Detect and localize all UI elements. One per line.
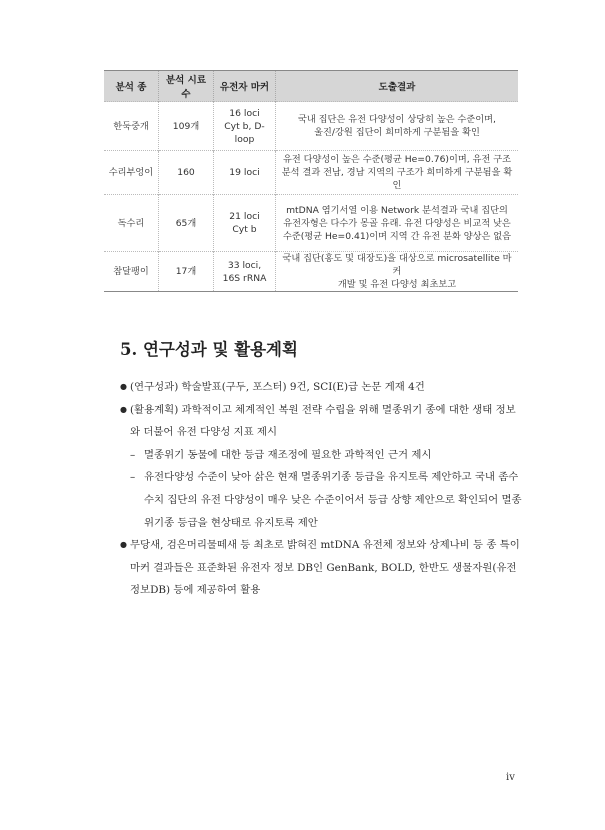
table-header-row — [104, 71, 518, 102]
marker-line: Cyt b — [232, 224, 257, 235]
cell-markers — [214, 151, 276, 195]
header-result: 도출결과 — [276, 71, 519, 102]
result-line: 분석 결과 전남, 경남 지역의 구조가 희미하게 구분됨을 확인 — [281, 167, 513, 191]
result-line: 유전 다양성이 높은 수준(평균 He=0.76)이며, 유전 구조 — [282, 154, 512, 165]
sub-bullet-text: 위기종 등급을 현상태로 유지토록 제안 — [144, 516, 318, 529]
table-row — [104, 151, 518, 195]
sub-bullet-grade-readjust — [120, 444, 520, 467]
result-line: 개발 및 유전 다양성 최초보고 — [337, 279, 457, 290]
cell-species: 한둑중개 — [104, 102, 159, 151]
cell-species: 독수리 — [104, 195, 159, 252]
bullet-dot-icon: ● — [120, 540, 127, 550]
header-species: 분석 종 — [104, 71, 159, 102]
bullet-text: 무당새, 검은머리물떼새 등 최초로 밝혀진 mtDNA 유전체 정보와 상제나비 등 종 특이 — [130, 539, 520, 552]
result-line: 유전자형은 다수가 몽골 유래. 유전 다양성은 비교적 낮은 — [283, 217, 511, 229]
table-row — [104, 195, 518, 252]
cell-result — [276, 252, 519, 292]
cell-samples: 65개 — [159, 195, 214, 252]
sub-bullet-grade-proposal — [120, 466, 520, 534]
sub-bullet-text: 유전다양성 수준이 낮아 삵은 현재 멸종위기종 등급을 유지토록 제안하고 국내 좀수 — [144, 471, 519, 484]
bullet-text: 정보DB) 등에 제공하여 활용 — [130, 584, 261, 597]
result-line: 울진/강원 집단이 희미하게 구분됨을 확인 — [314, 127, 480, 138]
section-title: 5. 연구성과 및 활용계획 — [120, 340, 298, 359]
marker-line: 19 loci — [229, 167, 260, 178]
cell-samples: 17개 — [159, 252, 214, 292]
result-line: 수준(평균 He=0.41)이며 지역 간 유전 분화 양상은 없음 — [282, 230, 512, 242]
cell-result — [276, 151, 519, 195]
section-body — [120, 376, 520, 602]
table-row — [104, 252, 518, 292]
dash-icon: – — [130, 471, 136, 484]
cell-species: 수리부엉이 — [104, 151, 159, 195]
bullet-dot-icon: ● — [120, 404, 127, 414]
cell-result — [276, 195, 519, 252]
cell-markers — [214, 102, 276, 151]
page-number: iv — [506, 772, 515, 783]
cell-samples: 109개 — [159, 102, 214, 151]
cell-samples: 160 — [159, 151, 214, 195]
result-line: 국내 집단(홍도 및 대장도)을 대상으로 microsatellite 마커 — [282, 253, 512, 277]
bullet-dot-icon: ● — [120, 382, 127, 391]
bullet-text: 와 더불어 유전 다양성 지표 제시 — [130, 426, 277, 439]
marker-line: 16S rRNA — [222, 272, 267, 284]
marker-line: 21 loci — [229, 211, 260, 222]
cell-markers — [214, 252, 276, 292]
cell-markers — [214, 195, 276, 252]
bullet-db-provision — [120, 534, 520, 602]
result-line: 국내 집단은 유전 다양성이 상당히 높은 수준이며, — [298, 114, 496, 125]
sub-bullet-text: 수치 집단의 유전 다양성이 매우 낮은 수준이어서 등급 상향 제안으로 확인되어 멸종 — [144, 493, 522, 506]
table-row — [104, 102, 518, 151]
marker-line: 16 loci — [229, 107, 260, 119]
bullet-text: (활용계획) 과학적이고 체계적인 복원 전략 수립을 위해 멸종위기 종에 대한 생태 정보 — [130, 403, 516, 416]
cell-result — [276, 102, 519, 151]
cell-species: 참달팽이 — [104, 252, 159, 292]
bullet-text: (연구성과) 학술발표(구두, 포스터) 9건, SCI(E)급 논문 게재 4건 — [130, 381, 425, 393]
header-markers: 유전자 마커 — [214, 71, 276, 102]
bullet-text: 마커 결과들은 표준화된 유전자 정보 DB인 GenBank, BOLD, 한반도 생물자원(유전 — [130, 561, 517, 574]
bullet-research-results — [120, 376, 520, 399]
marker-line: Cyt b, D-loop — [224, 120, 265, 145]
genetic-analysis-table — [104, 70, 518, 292]
marker-line: 33 loci, — [227, 259, 262, 271]
header-samples: 분석 시료 수 — [159, 71, 214, 102]
dash-icon: – — [130, 448, 136, 461]
sub-bullet-text: 멸종위기 동물에 대한 등급 재조정에 필요한 과학적인 근거 제시 — [144, 448, 432, 461]
bullet-utilization-plan — [120, 399, 520, 444]
result-line: mtDNA 염기서열 이용 Network 분석결과 국내 집단의 — [286, 204, 508, 216]
